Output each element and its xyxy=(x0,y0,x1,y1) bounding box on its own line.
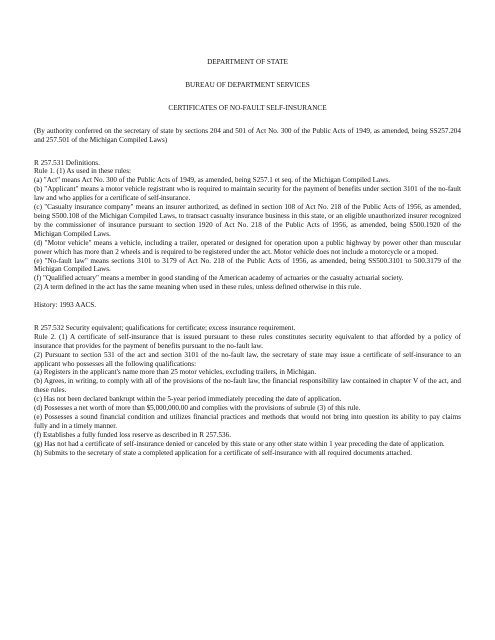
authority-statement: (By authority conferred on the secretary of state by sections 204 and 501 of Act No. 300 of the Public Acts of 1949, as amended, being SS257.204 and 257.501 of the Michigan Compiled Laws) xyxy=(34,126,461,144)
definition-casualty-insurance-company: (c) "Casualty insurance company" means an insurer authorized, as defined in section 108 of Act No. 218 of the Public Acts of 1956, as amended, being S500.108 of the Michigan Compiled Laws, to transact casualty insurance business in this state, or an eligible unauthorized insurer recognized by the commissioner of insurance pursuant to section 1920 of Act No. 218 of the Public Acts of 1956, as amended, being S500.1920 of the Michigan Compiled Laws. xyxy=(34,203,461,238)
rule-1-heading: R 257.531 Definitions. xyxy=(34,158,100,167)
rule-1-subrule-2: (2) A term defined in the act has the same meaning when used in these rules, unless defined otherwise in this rule. xyxy=(34,283,362,292)
document-title: CERTIFICATES OF NO-FAULT SELF-INSURANCE xyxy=(168,103,327,112)
definition-no-fault-law: (e) "No-fault law" means sections 3101 to 3179 of Act No. 218 of the Public Acts of 1956, as amended, being SS500.3101 to 500.3179 of the Michigan Compiled Laws. xyxy=(34,256,461,274)
rule-2-subrule-2: (2) Pursuant to section 531 of the act and section 3101 of the no-fault law, the secretary of state may issue a certificate of self-insurance to an applicant who possesses all the following qualifications: xyxy=(34,350,461,368)
qualification-a: (a) Registers in the applicant's name more than 25 motor vehicles, excluding trailers, in Michigan. xyxy=(34,368,317,377)
qualification-e: (e) Possesses a sound financial condition and utilizes financial practices and methods that would not bring into question its ability to pay claims fully and in a timely manner. xyxy=(34,412,461,430)
qualification-f: (f) Establishes a fully funded loss reserve as described in R 257.536. xyxy=(34,430,232,439)
bureau-heading: BUREAU OF DEPARTMENT SERVICES xyxy=(185,80,310,89)
rule-2-heading: R 257.532 Security equivalent; qualifications for certificate; excess insurance requirement. xyxy=(34,323,296,332)
rule-1-intro: Rule 1. (1) As used in these rules: xyxy=(34,167,132,176)
definition-qualified-actuary: (f) "Qualified actuary" means a member in good standing of the American academy of actuaries or the casualty actuarial society. xyxy=(34,274,404,283)
qualification-b: (b) Agrees, in writing, to comply with all of the provisions of the no-fault law, the financial responsibility law contained in chapter V of the act, and these rules. xyxy=(34,377,461,395)
qualification-d: (d) Possesses a net worth of more than $5,000,000.00 and complies with the provisions of subrule (3) of this rule. xyxy=(34,404,361,413)
rule-1-history: History: 1993 AACS. xyxy=(34,301,97,310)
rule-2-subrule-1: Rule 2. (1) A certificate of self-insurance that is issued pursuant to these rules constitutes security equivalent to that afforded by a policy of insurance that provides for the payment of benefits pursuant to the no-fault law. xyxy=(34,332,461,350)
qualification-h: (h) Submits to the secretary of state a completed application for a certificate of self-insurance with all required documents attached. xyxy=(34,448,412,457)
qualification-c: (c) Has not been declared bankrupt within the 5-year period immediately preceding the date of application. xyxy=(34,395,342,404)
definition-motor-vehicle: (d) "Motor vehicle" means a vehicle, including a trailer, operated or designed for operation upon a public highway by power other than muscular power which has more than 2 wheels and is required to be registered under the act. Motor vehicle does not include a motorcycle or a moped. xyxy=(34,238,461,256)
qualification-g: (g) Has not had a certificate of self-insurance denied or canceled by this state or any other state within 1 year preceding the date of application. xyxy=(34,439,445,448)
definition-act: (a) "Act" means Act No. 300 of the Public Acts of 1949, as amended, being S257.1 et seq. of the Michigan Compiled Laws. xyxy=(34,176,390,185)
department-heading: DEPARTMENT OF STATE xyxy=(207,58,288,66)
definition-applicant: (b) "Applicant" means a motor vehicle registrant who is required to maintain security for the payment of benefits under section 3101 of the no-fault law and who applies for a certificate of self-insurance. xyxy=(34,185,461,203)
